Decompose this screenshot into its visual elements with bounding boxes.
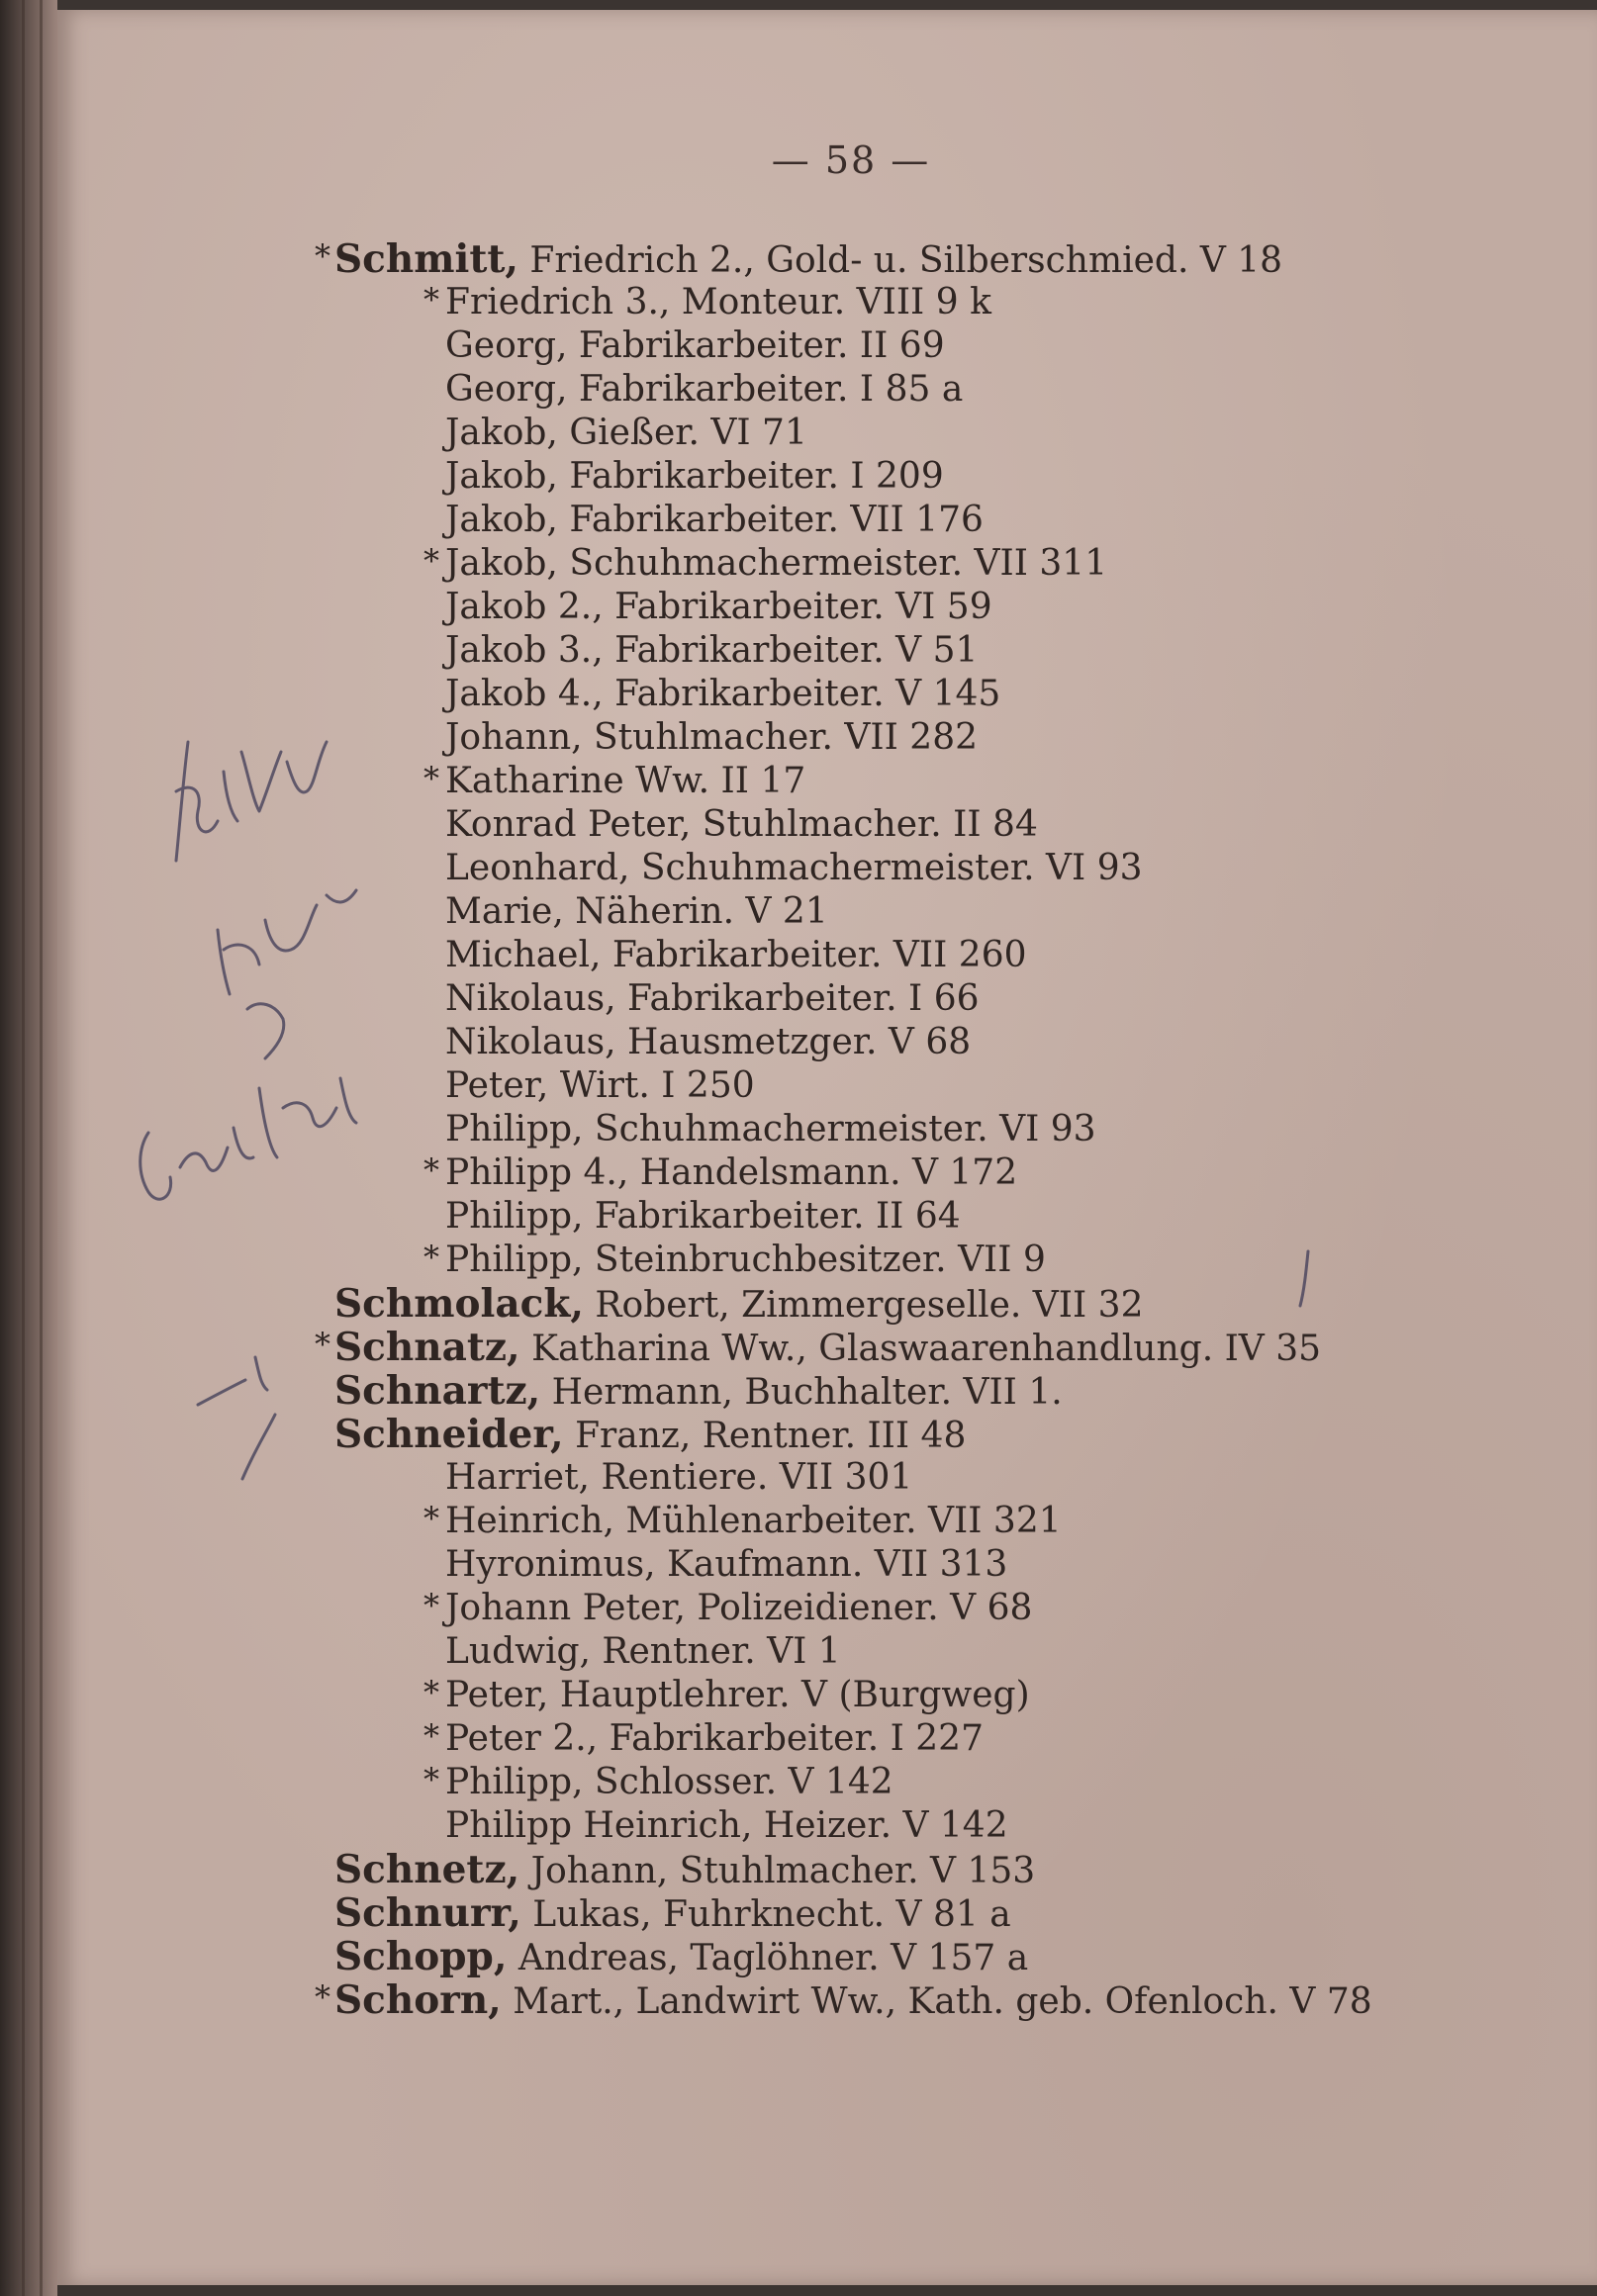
entry-details: Jakob 4., Fabrikarbeiter. V 145 <box>445 674 1001 714</box>
entry-star: * <box>423 1587 439 1624</box>
entry-details: Peter, Hauptlehrer. V (Burgweg) <box>445 1675 1030 1715</box>
entry-details: Katharine Ww. II 17 <box>445 761 806 801</box>
entry-surname: Schnatz, <box>334 1325 520 1370</box>
entry-details: Heinrich, Mühlenarbeiter. VII 321 <box>445 1501 1062 1541</box>
directory-entry <box>445 1023 971 1062</box>
directory-entry <box>445 718 978 758</box>
directory-entry <box>334 1368 1063 1414</box>
entry-details: Michael, Fabrikarbeiter. VII 260 <box>445 935 1027 975</box>
directory-entry <box>334 1412 967 1457</box>
entry-star: * <box>423 542 439 580</box>
entry-details: Jakob, Gießer. VI 71 <box>445 413 807 453</box>
entry-details: Philipp, Schuhmachermeister. VI 93 <box>445 1109 1096 1149</box>
directory-entry <box>445 457 944 497</box>
entry-details: Philipp Heinrich, Heizer. V 142 <box>445 1805 1008 1846</box>
entry-star: * <box>423 1151 439 1189</box>
entry-details: Franz, Rentner. III 48 <box>563 1416 967 1456</box>
entry-surname: Schnartz, <box>334 1368 541 1414</box>
entry-details: Andreas, Taglöhner. V 157 a <box>507 1938 1029 1978</box>
entry-details: Jakob 2., Fabrikarbeiter. VI 59 <box>445 587 992 627</box>
entry-details: Leonhard, Schuhmachermeister. VI 93 <box>445 848 1143 888</box>
directory-entry <box>445 1153 1017 1193</box>
entry-details: Philipp, Steinbruchbesitzer. VII 9 <box>445 1240 1046 1280</box>
directory-entry <box>445 501 984 540</box>
entry-star: * <box>423 1761 439 1798</box>
directory-entry <box>445 283 991 322</box>
entry-details: Jakob, Fabrikarbeiter. VII 176 <box>445 500 984 540</box>
entry-surname: Schneider, <box>334 1412 564 1457</box>
entry-star: * <box>423 1239 439 1276</box>
directory-entry <box>445 1589 1032 1628</box>
entry-details: Jakob, Schuhmachermeister. VII 311 <box>445 543 1108 584</box>
entry-star: * <box>315 1326 330 1363</box>
entry-details: Friedrich 2., Gold- u. Silberschmied. V 18 <box>517 240 1283 281</box>
entry-surname: Schnetz, <box>334 1847 520 1892</box>
entry-details: Robert, Zimmergeselle. VII 32 <box>583 1285 1144 1326</box>
book-binding <box>0 0 57 2296</box>
directory-entry <box>445 1240 1046 1280</box>
entry-surname: Schorn, <box>334 1977 502 2023</box>
entry-details: Ludwig, Rentner. VI 1 <box>445 1631 841 1672</box>
directory-entry <box>445 1458 912 1498</box>
entry-star: * <box>423 281 439 319</box>
entry-details: Nikolaus, Hausmetzger. V 68 <box>445 1022 972 1062</box>
entry-details: Marie, Näherin. V 21 <box>445 891 828 932</box>
entry-details: Georg, Fabrikarbeiter. II 69 <box>445 325 945 366</box>
directory-entry <box>445 631 978 671</box>
directory-entry <box>334 1890 1011 1936</box>
entry-details: Katharina Ww., Glaswaarenhandlung. IV 35 <box>519 1329 1322 1369</box>
entry-details: Harriet, Rentiere. VII 301 <box>445 1457 913 1498</box>
directory-entry <box>445 326 945 366</box>
directory-entry <box>445 1676 1030 1715</box>
directory-entry <box>334 1325 1322 1370</box>
entry-details: Johann Peter, Polizeidiener. V 68 <box>445 1588 1033 1628</box>
directory-entry <box>445 370 963 410</box>
directory-entry <box>445 413 807 453</box>
directory-entry <box>334 236 1283 282</box>
entry-details: Peter 2., Fabrikarbeiter. I 227 <box>445 1718 984 1759</box>
binding-line <box>22 0 25 2296</box>
entry-details: Nikolaus, Fabrikarbeiter. I 66 <box>445 978 980 1019</box>
directory-entry <box>445 544 1107 584</box>
entry-star: * <box>315 237 330 275</box>
directory-entry <box>445 1502 1062 1541</box>
entry-star: * <box>315 1978 330 2016</box>
directory-entry <box>445 892 828 932</box>
entry-details: Jakob 3., Fabrikarbeiter. V 51 <box>445 630 979 671</box>
directory-entry <box>445 1806 1008 1846</box>
directory-entry <box>334 1281 1144 1327</box>
entry-details: Philipp 4., Handelsmann. V 172 <box>445 1152 1018 1193</box>
directory-entry <box>445 1763 893 1802</box>
directory-entry <box>334 1977 1372 2023</box>
directory-entry <box>445 1066 755 1106</box>
directory-entry <box>445 1197 961 1237</box>
binding-line <box>40 0 43 2296</box>
entry-star: * <box>423 760 439 797</box>
entry-surname: Schopp, <box>334 1934 508 1979</box>
entry-details: Peter, Wirt. I 250 <box>445 1065 755 1106</box>
entry-star: * <box>423 1674 439 1711</box>
directory-entry <box>445 1719 984 1759</box>
entry-details: Georg, Fabrikarbeiter. I 85 a <box>445 369 964 410</box>
directory-entry <box>334 1847 1036 1892</box>
entry-star: * <box>423 1717 439 1755</box>
entry-surname: Schmitt, <box>334 236 518 282</box>
directory-entry <box>334 1934 1029 1979</box>
entry-surname: Schnurr, <box>334 1890 521 1936</box>
entry-details: Jakob, Fabrikarbeiter. I 209 <box>445 456 944 497</box>
entry-details: Mart., Landwirt Ww., Kath. geb. Ofenloch. V 78 <box>501 1981 1372 2022</box>
directory-entry <box>445 849 1143 888</box>
entry-details: Philipp, Schlosser. V 142 <box>445 1762 893 1802</box>
directory-entry <box>445 1110 1096 1149</box>
page-number: — 58 — <box>771 138 931 182</box>
entry-details: Philipp, Fabrikarbeiter. II 64 <box>445 1196 961 1237</box>
directory-entry <box>445 762 805 801</box>
entry-details: Konrad Peter, Stuhlmacher. II 84 <box>445 804 1038 845</box>
directory-entry <box>445 936 1027 975</box>
entry-details: Lukas, Fuhrknecht. V 81 a <box>520 1894 1011 1935</box>
entry-details: Hyronimus, Kaufmann. VII 313 <box>445 1544 1008 1585</box>
directory-entry <box>445 1545 1007 1585</box>
directory-entry <box>445 1632 841 1672</box>
directory-entry <box>445 675 1000 714</box>
directory-entry <box>445 588 992 627</box>
entry-details: Johann, Stuhlmacher. V 153 <box>519 1851 1036 1891</box>
entry-details: Johann, Stuhlmacher. VII 282 <box>445 717 979 758</box>
entry-details: Hermann, Buchhalter. VII 1. <box>540 1372 1063 1413</box>
directory-entry <box>445 979 980 1019</box>
directory-entry <box>445 805 1038 845</box>
entry-details: Friedrich 3., Monteur. VIII 9 k <box>445 282 991 322</box>
entry-star: * <box>423 1500 439 1537</box>
entry-surname: Schmolack, <box>334 1281 584 1327</box>
